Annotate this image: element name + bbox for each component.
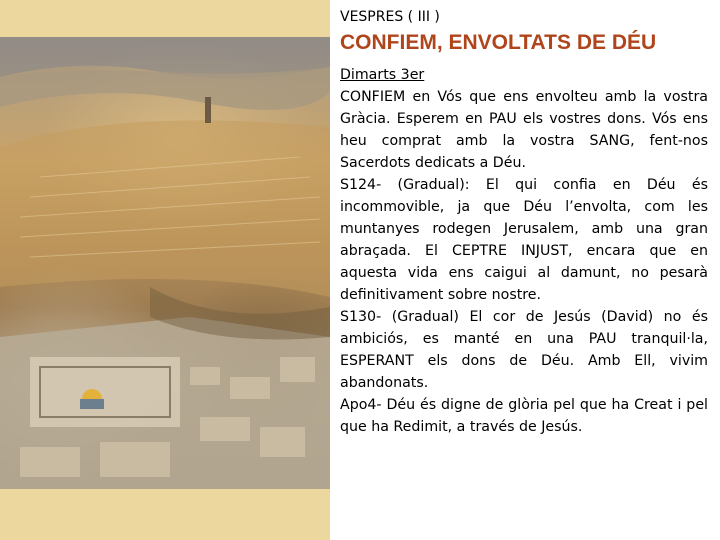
paragraph-s130: S130- (Gradual) El cor de Jesús (David) no és ambiciós, es manté en una PAU tranquil·la, ESPERANT els dons de Déu. Amb Ell, vivim abandonats. — [340, 309, 708, 391]
photo-illustration — [0, 37, 330, 489]
paragraph-intro: CONFIEM en Vós que ens envolteu amb la vostra Gràcia. Esperem en PAU els vostres dons. Vós ens heu comprat amb la vostra SANG, fent-nos Sacerdots dedicats a Déu. — [340, 89, 708, 171]
paragraph-s124: S124- (Gradual): El qui confia en Déu és incommovible, ja que Déu l’envolta, com les muntanyes rodegen Jerusalem, amb una gran abraçada. El CEPTRE INJUST, encara que en aquesta vida ens caigui al damunt, no pesarà definitivament sobre nostre. — [340, 177, 708, 303]
body-text — [340, 64, 708, 438]
text-column — [340, 8, 708, 438]
day-label: Dimarts 3er — [340, 67, 425, 83]
page-title: CONFIEM, ENVOLTATS DE DÉU — [340, 31, 657, 54]
jerusalem-aerial-photo — [0, 37, 330, 489]
vespers-kicker: VESPRES ( III ) — [340, 9, 440, 25]
paragraph-apo4: Apo4- Déu és digne de glòria pel que ha Creat i pel que ha Redimit, a través de Jesús. — [340, 397, 708, 435]
